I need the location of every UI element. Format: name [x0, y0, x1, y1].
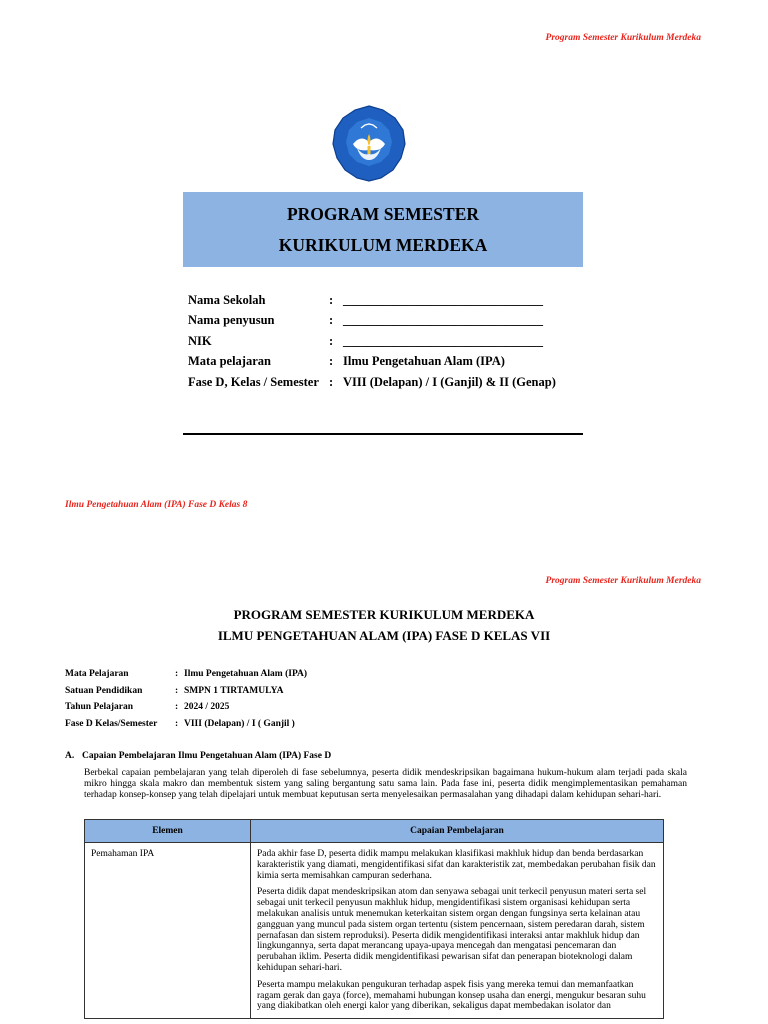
field-value: ________________________________ — [343, 333, 543, 348]
field-value: ________________________________ — [343, 292, 543, 307]
column-header-elemen: Elemen — [85, 820, 251, 843]
info-separator: : — [175, 685, 179, 696]
field-label: Fase D, Kelas / Semester — [188, 374, 319, 389]
field-separator: : — [329, 292, 334, 307]
field-separator: : — [329, 313, 334, 328]
info-separator: : — [175, 718, 179, 729]
info-label: Mata Pelajaran — [65, 669, 129, 680]
document-title-line2: ILMU PENGETAHUAN ALAM (IPA) FASE D KELAS VII — [217, 628, 551, 643]
info-label: Fase D Kelas/Semester — [65, 718, 158, 729]
section-number: A. — [65, 751, 75, 761]
page-header-text: Program Semester Kurikulum Merdeka — [545, 576, 701, 586]
document-info-table — [65, 666, 307, 732]
info-row — [65, 666, 307, 683]
field-label: Mata pelajaran — [188, 354, 271, 369]
info-row — [65, 716, 307, 733]
info-value: SMPN 1 TIRTAMULYA — [184, 685, 284, 696]
cover-field-row — [188, 331, 556, 352]
tut-wuri-handayani-logo — [331, 104, 407, 182]
info-label: Satuan Pendidikan — [65, 685, 143, 696]
table-header-row — [85, 820, 664, 843]
info-label: Tahun Pelajaran — [65, 702, 134, 713]
cover-field-row — [188, 290, 556, 311]
field-value: VIII (Delapan) / I (Ganjil) & II (Genap) — [343, 374, 556, 389]
capaian-pembelajaran-table — [84, 819, 664, 1019]
field-separator: : — [329, 374, 334, 389]
capaian-paragraph: Peserta mampu melakukan pengukuran terhadap aspek fisis yang mereka temui dan memanfaatkan ragam gerak dan gaya (force), memahami hubungan konsep usaha dan energi, mengukur besaran suhu yang diakibatkan oleh energi kalor yang diberikan, sekaligus dapat membedakan isolator dan — [257, 979, 646, 1012]
field-value: Ilmu Pengetahuan Alam (IPA) — [343, 354, 505, 369]
cover-divider — [183, 433, 583, 435]
section-a-paragraph: Berbekal capaian pembelajaran yang telah diperoleh di fase sebelumnya, peserta didik mendeskripsikan bagaimana hukum-hukum alam terjadi pada skala mikro hingga skala makro dan membentuk sistem yang saling bergantung satu sama lain. Pada fase ini, peserta didik mengimplementasikan pemahaman terhadap konsep-konsep yang telah dipelajari untuk membuat keputusan serta menyelesaikan permasalahan yang dihadapi dalam kehidupan sehari-hari. — [84, 768, 687, 800]
table-row — [85, 843, 664, 1019]
info-value: 2024 / 2025 — [184, 702, 230, 713]
column-header-capaian: Capaian Pembelajaran — [251, 820, 664, 843]
page-header-text: Program Semester Kurikulum Merdeka — [545, 33, 701, 43]
cover-field-row — [188, 352, 556, 373]
page-footer-text: Ilmu Pengetahuan Alam (IPA) Fase D Kelas 8 — [65, 500, 248, 510]
cover-field-row — [188, 372, 556, 393]
cover-field-row — [188, 311, 556, 332]
field-label: Nama penyusun — [188, 313, 275, 328]
section-title: Capaian Pembelajaran Ilmu Pengetahuan Alam (IPA) Fase D — [82, 751, 332, 761]
capaian-paragraph: Pada akhir fase D, peserta didik mampu melakukan klasifikasi makhluk hidup dan benda berdasarkan karakteristik yang diamati, mengidentifikasi sifat dan karakteristik zat, membedakan perubahan fisik dan kimia serta memisahkan campuran sederhana. — [257, 849, 656, 881]
section-a-heading — [65, 751, 331, 761]
field-separator: : — [329, 354, 334, 369]
document-title-line1: PROGRAM SEMESTER KURIKULUM MERDEKA — [233, 607, 535, 622]
field-value: ________________________________ — [343, 313, 543, 328]
cover-title-line1: PROGRAM SEMESTER — [286, 204, 480, 224]
info-value: Ilmu Pengetahuan Alam (IPA) — [184, 669, 308, 680]
field-label: NIK — [188, 333, 212, 348]
info-separator: : — [175, 702, 179, 713]
cover-identity-table — [188, 290, 556, 393]
elemen-cell: Pemahaman IPA — [85, 843, 251, 1019]
capaian-cell — [251, 843, 664, 1019]
info-separator: : — [175, 669, 179, 680]
cover-title-box — [183, 192, 583, 267]
info-row — [65, 683, 307, 700]
info-row — [65, 699, 307, 716]
field-label: Nama Sekolah — [188, 292, 266, 307]
cover-title-line2: KURIKULUM MERDEKA — [278, 235, 488, 255]
info-value: VIII (Delapan) / I ( Ganjil ) — [184, 718, 295, 729]
capaian-paragraph: Peserta didik dapat mendeskripsikan atom dan senyawa sebagai unit terkecil penyusun materi serta sel sebagai unit terkecil penyusun makhluk hidup, mengidentifikasi sistem organisasi kehidupan serta melakukan analisis untuk menemukan keterkaitan sistem organ dengan fungsinya serta kelainan atau gangguan yang muncul pada sistem organ tertentu (sistem pencernaan, sistem peredaran darah, sistem pernafasan dan sistem reproduksi). Peserta didik mengidentifikasi interaksi antar makhluk hidup dan lingkungannya, serta dapat merancang upaya-upaya mencegah dan mengatasi pencemaran dan perubahan iklim. Peserta didik mengidentifikasi pewarisan sifat dan penerapan bioteknologi dalam kehidupan sehari-hari. — [257, 887, 647, 973]
field-separator: : — [329, 333, 334, 348]
